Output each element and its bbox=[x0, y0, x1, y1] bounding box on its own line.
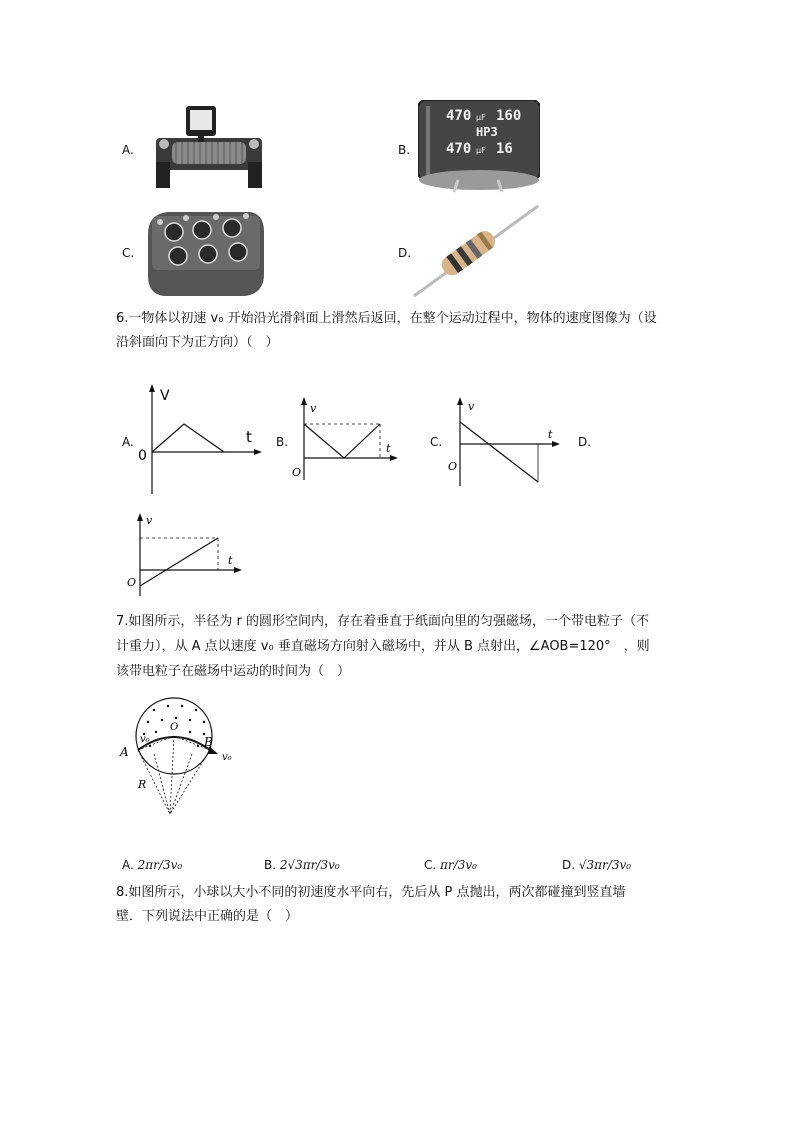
q6b-v-label: v bbox=[310, 402, 317, 415]
q7-choice-b[interactable] bbox=[264, 858, 340, 872]
q7-choice-c[interactable] bbox=[424, 858, 477, 872]
resistance-box-image bbox=[140, 204, 268, 300]
cap-text-470-a: 470 bbox=[446, 108, 472, 124]
q7-choice-a-label: A. bbox=[122, 858, 134, 872]
q6-option-d-label: D. bbox=[578, 435, 592, 449]
q6b-t-label: t bbox=[386, 442, 391, 455]
q6-option-c-label: C. bbox=[430, 435, 443, 449]
q5-option-d-label: D. bbox=[398, 246, 412, 260]
q7-v0-out: v₀ bbox=[222, 752, 232, 763]
sliding-rheostat-image bbox=[150, 102, 268, 190]
cap-text-160: 160 bbox=[496, 108, 522, 124]
q7-point-a: A bbox=[120, 745, 129, 759]
q7-choice-d[interactable] bbox=[562, 858, 631, 872]
q6a-t-label: t bbox=[246, 428, 252, 446]
q7-choice-d-label: D. bbox=[562, 858, 576, 872]
cap-text-16: 16 bbox=[496, 141, 513, 157]
q6c-v-label: v bbox=[468, 400, 475, 413]
q7-choice-d-value: √3πr/3v₀ bbox=[578, 858, 632, 872]
q8-text-line1: 8.如图所示，小球以大小不同的初速度水平向右，先后从 P 点抛出，两次都碰撞到竖直墙 bbox=[116, 885, 626, 900]
cap-text-uf-a: μF bbox=[476, 113, 486, 122]
q6d-t-label: t bbox=[228, 554, 233, 567]
q6-text-line1: 6.一物体以初速 v₀ 开始沿光滑斜面上滑然后返回，在整个运动过程中，物体的速度图像为（设 bbox=[116, 311, 657, 326]
q7-text-line1: 7.如图所示，半径为 r 的圆形空间内，存在着垂直于纸面向里的匀强磁场，一个带电粒子（不 bbox=[116, 614, 650, 629]
q7-v0-in: v₀ bbox=[140, 734, 150, 745]
q6-option-b-label: B. bbox=[276, 435, 289, 449]
q6-graph-b bbox=[288, 394, 400, 484]
q5-option-b-label: B. bbox=[398, 143, 411, 157]
q7-choice-b-value: 2√3πr/3v₀ bbox=[279, 858, 340, 872]
q6d-origin-label: O bbox=[127, 576, 137, 589]
q7-point-o: O bbox=[170, 722, 179, 733]
q6c-t-label: t bbox=[548, 428, 553, 441]
q6a-v-label: V bbox=[160, 388, 170, 404]
electrolytic-capacitor-image bbox=[418, 100, 540, 194]
q5-option-c-label: C. bbox=[122, 246, 135, 260]
q7-radius-r: R bbox=[138, 778, 147, 791]
q6d-v-label: v bbox=[146, 514, 153, 527]
q7-choice-c-label: C. bbox=[424, 858, 437, 872]
q6-graph-a bbox=[136, 382, 266, 496]
q7-choice-a[interactable] bbox=[122, 858, 182, 872]
q7-text-line3: 该带电粒子在磁场中运动的时间为（ ） bbox=[116, 664, 351, 679]
fixed-resistor-image bbox=[410, 200, 546, 300]
q6-graph-d bbox=[124, 510, 248, 598]
q7-magnetic-field-figure bbox=[118, 694, 246, 822]
q7-text-line2: 计重力），从 A 点以速度 v₀ 垂直磁场方向射入磁场中，并从 B 点射出，∠AOB=120° ，则 bbox=[116, 639, 650, 654]
cap-text-uf-b: μF bbox=[476, 146, 486, 155]
q7-choice-c-value: πr/3v₀ bbox=[440, 858, 477, 872]
q8-text-line2: 壁．下列说法中正确的是（ ） bbox=[116, 909, 299, 924]
q6c-origin-label: O bbox=[448, 460, 458, 473]
q6b-origin-label: O bbox=[292, 466, 302, 479]
q6-graph-c bbox=[444, 394, 564, 490]
q5-option-a-label: A. bbox=[122, 143, 134, 157]
q7-choice-a-value: 2πr/3v₀ bbox=[137, 858, 183, 872]
cap-text-470-b: 470 bbox=[446, 141, 472, 157]
q6a-origin-label: 0 bbox=[138, 448, 147, 464]
q7-point-b: B bbox=[204, 735, 213, 749]
q7-choice-b-label: B. bbox=[264, 858, 277, 872]
q6-option-a-label: A. bbox=[122, 435, 134, 449]
q6-text-line2: 沿斜面向下为正方向）（ ） bbox=[116, 335, 279, 350]
cap-text-hp3: HP3 bbox=[476, 125, 498, 139]
